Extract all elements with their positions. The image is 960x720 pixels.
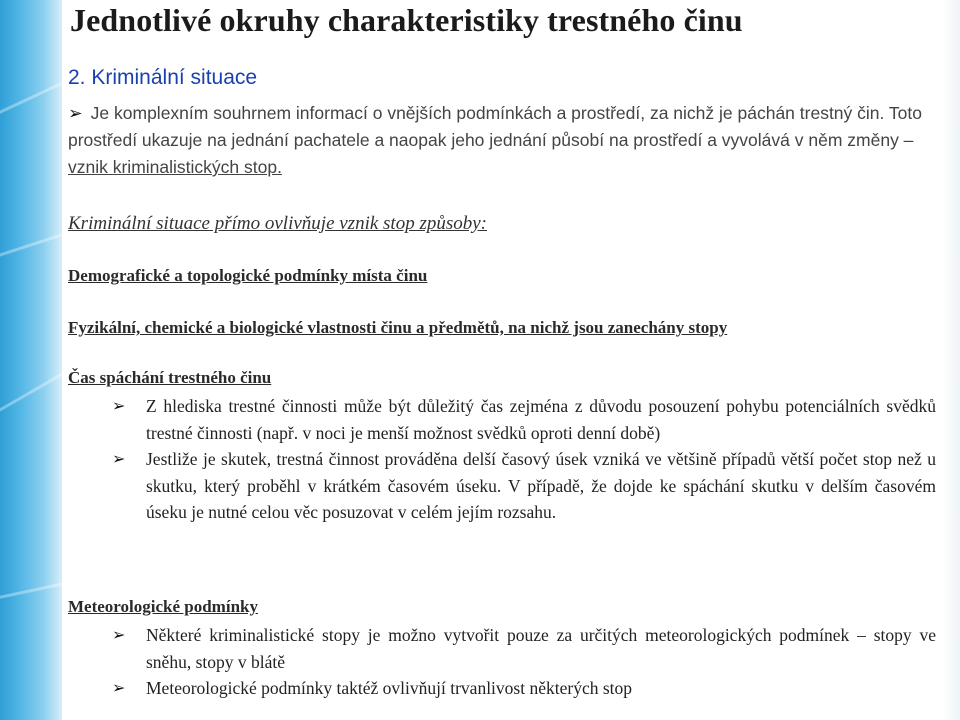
category-meteorological: Meteorologické podmínky [68, 597, 258, 616]
arrow-bullet-icon: ➢ [112, 449, 126, 468]
time-bullet-list [68, 393, 936, 526]
list-item: ➢ Meteorologické podmínky taktéž ovlivňují trvanlivost některých stop [68, 675, 936, 702]
section-heading: 2. Kriminální situace [68, 66, 258, 89]
arrow-bullet-icon: ➢ [112, 678, 126, 697]
intro-text: Je komplexním souhrnem informací o vnějších podmínkách a prostředí, za nichž je páchán trestný čin. Toto prostředí ukazuje na jednání pachatele a naopak jeho jednání působí na prostředí a vyvolává v něm změny – [68, 103, 923, 150]
category-time: Čas spáchání trestného činu [68, 368, 272, 387]
category-physical: Fyzikální, chemické a biologické vlastnosti činu a předmětů, na nichž jsou zanechány stopy [68, 318, 728, 337]
arrow-bullet-icon: ➢ [112, 396, 126, 415]
list-item: ➢ Z hlediska trestné činnosti může být důležitý čas zejména z důvodu posouzení pohybu potenciálních svědků trestné činnosti (např. v noci je menší možnost svědků oproti denní době) [68, 393, 936, 446]
meteo-bullet-list [68, 622, 936, 702]
decorative-left-band [0, 0, 62, 720]
intro-underlined-text: vznik kriminalistických stop. [68, 157, 282, 177]
category-demographic: Demografické a topologické podmínky místa činu [68, 266, 428, 285]
arrow-bullet-icon: ➢ [68, 103, 83, 123]
intro-paragraph [68, 100, 940, 181]
italic-subheading: Kriminální situace přímo ovlivňuje vznik stop způsoby: [68, 213, 488, 234]
arrow-bullet-icon: ➢ [112, 625, 126, 644]
list-item: ➢ Jestliže je skutek, trestná činnost prováděna delší časový úsek vzniká ve většině případů větší počet stop než u skutku, který proběhl v krátkém časovém úseku. V případě, že dojde ke spáchání skutku v delším časovém úseku je nutné celou věc posuzovat v celém jejím rozsahu. [68, 446, 936, 526]
list-item: ➢ Některé kriminalistické stopy je možno vytvořit pouze za určitých meteorologických podmínek – stopy ve sněhu, stopy v blátě [68, 622, 936, 675]
decorative-right-strip [942, 0, 960, 720]
slide-title: Jednotlivé okruhy charakteristiky trestného činu [70, 2, 743, 38]
